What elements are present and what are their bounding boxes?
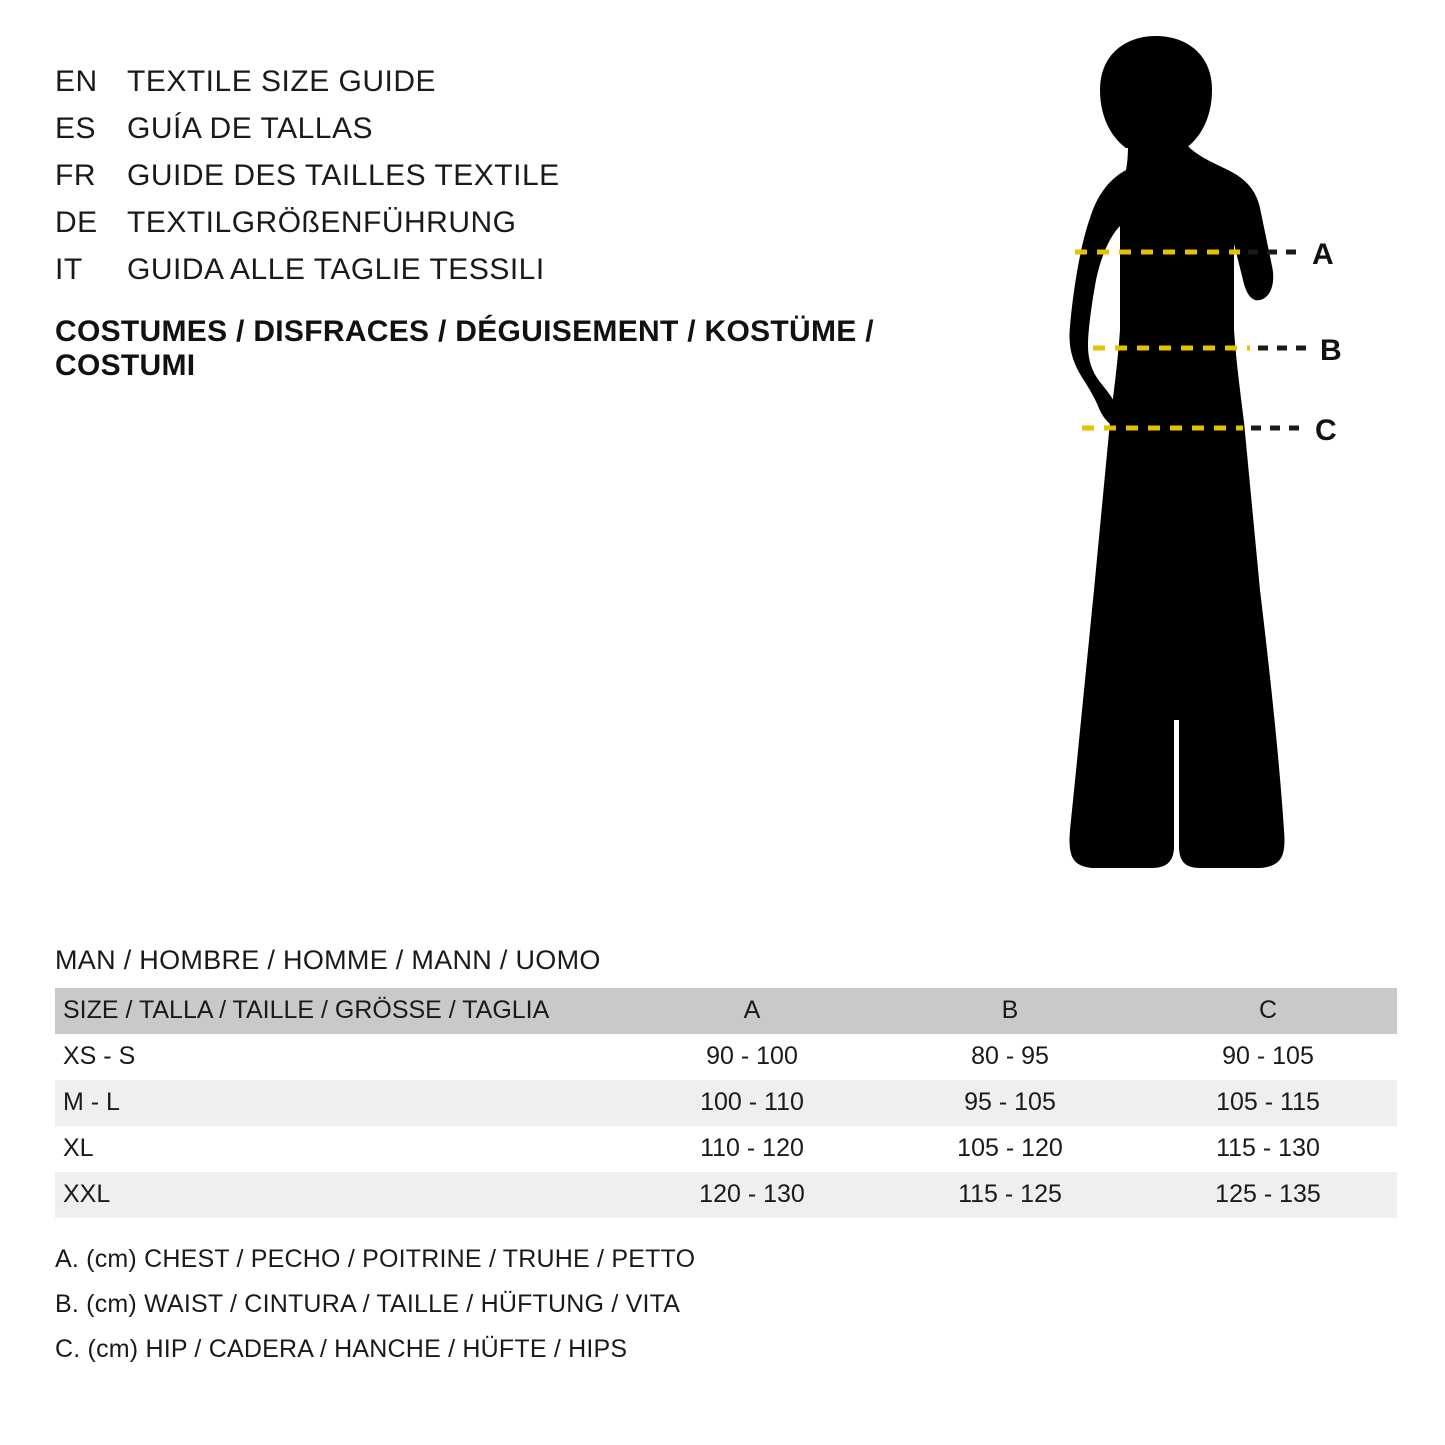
cell-a: 120 - 130 — [623, 1172, 881, 1218]
size-table — [55, 988, 1397, 1218]
cell-size: XXL — [55, 1172, 623, 1218]
table-title: MAN / HOMBRE / HOMME / MANN / UOMO — [55, 945, 601, 975]
cell-c: 105 - 115 — [1139, 1080, 1397, 1126]
language-row-en — [55, 65, 975, 99]
table-row — [55, 1126, 1397, 1172]
language-title: GUIDE DES TAILLES TEXTILE — [127, 159, 560, 192]
language-row-fr — [55, 159, 975, 193]
size-table-section — [55, 945, 1390, 1218]
cell-b: 95 - 105 — [881, 1080, 1139, 1126]
table-row — [55, 1034, 1397, 1080]
category-title: COSTUMES / DISFRACES / DÉGUISEMENT / KOSTÜME / COSTUMI — [55, 315, 874, 382]
cell-a: 110 - 120 — [623, 1126, 881, 1172]
table-header-row — [55, 988, 1397, 1034]
cell-b: 80 - 95 — [881, 1034, 1139, 1080]
cell-b: 105 - 120 — [881, 1126, 1139, 1172]
measurement-legend — [55, 1245, 955, 1380]
marker-label-b: B — [1320, 334, 1342, 367]
table-header-a: A — [623, 988, 881, 1034]
table-row — [55, 1172, 1397, 1218]
language-row-de — [55, 206, 975, 240]
silhouette-icon — [1069, 36, 1284, 868]
legend-line-b: B. (cm) WAIST / CINTURA / TAILLE / HÜFTUNG / VITA — [55, 1290, 681, 1318]
language-code: ES — [55, 112, 97, 145]
language-row-it — [55, 253, 975, 287]
size-guide-header — [55, 65, 975, 383]
language-code: DE — [55, 206, 98, 239]
table-header-c: C — [1139, 988, 1397, 1034]
cell-c: 125 - 135 — [1139, 1172, 1397, 1218]
language-code: FR — [55, 159, 96, 192]
body-silhouette-diagram — [960, 30, 1400, 910]
table-header-size: SIZE / TALLA / TAILLE / GRÖSSE / TAGLIA — [55, 988, 623, 1034]
language-code: EN — [55, 65, 98, 98]
cell-a: 100 - 110 — [623, 1080, 881, 1126]
table-header-b: B — [881, 988, 1139, 1034]
cell-size: XL — [55, 1126, 623, 1172]
language-title: TEXTILE SIZE GUIDE — [127, 65, 437, 98]
language-row-es — [55, 112, 975, 146]
marker-label-c: C — [1315, 414, 1337, 447]
cell-a: 90 - 100 — [623, 1034, 881, 1080]
cell-size: M - L — [55, 1080, 623, 1126]
legend-line-a: A. (cm) CHEST / PECHO / POITRINE / TRUHE / PETTO — [55, 1245, 696, 1273]
cell-c: 90 - 105 — [1139, 1034, 1397, 1080]
cell-size: XS - S — [55, 1034, 623, 1080]
language-title: GUIDA ALLE TAGLIE TESSILI — [127, 253, 545, 286]
legend-line-c: C. (cm) HIP / CADERA / HANCHE / HÜFTE / HIPS — [55, 1335, 628, 1363]
cell-c: 115 - 130 — [1139, 1126, 1397, 1172]
marker-label-a: A — [1312, 238, 1334, 271]
language-title: TEXTILGRÖßENFÜHRUNG — [127, 206, 517, 239]
table-row — [55, 1080, 1397, 1126]
cell-b: 115 - 125 — [881, 1172, 1139, 1218]
language-title: GUÍA DE TALLAS — [127, 112, 373, 145]
language-code: IT — [55, 253, 83, 286]
